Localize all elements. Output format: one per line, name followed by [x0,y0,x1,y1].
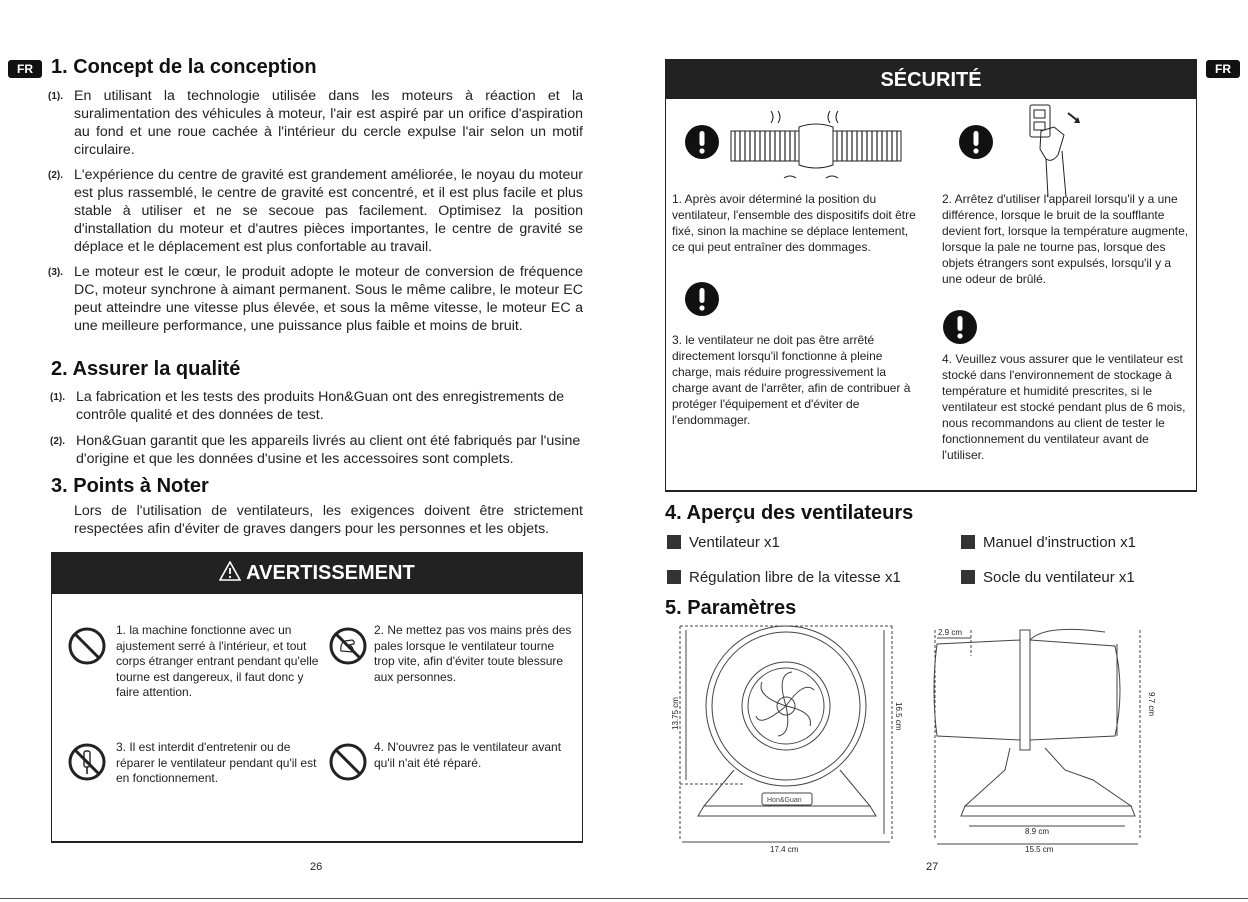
dimension-label: 17.4 cm [770,845,799,854]
dimension-label: 2.9 cm [938,628,963,637]
bullet-square-icon [961,570,975,584]
brand-label: Hon&Guan [767,797,802,804]
bullet-square-icon [667,570,681,584]
paragraph-text: Le moteur est le cœur, le produit adopte le moteur de conversion de fréquence DC, moteur synchrone à aimant permanent. Sous le même calibre, le moteur EC peut atteindre une vitesse plus élevée, et sous la même vitesse, le moteur EC a une meilleure performance, une puissance plus faible et moins de bruit. [74,264,583,334]
section-title-concept: 1. Concept de la conception [51,56,317,78]
paragraph [48,166,583,256]
warning-item: 1. la machine fonctionne avec un ajustement serré à l'intérieur, et tout corps étranger entrant pendant qu'elle tourne est dangereux, il faut donc y faire attention. [116,623,319,699]
warning-header [52,552,582,594]
duct-fan-illustration [726,103,906,193]
item-number: (2). [48,170,63,181]
section-title-notes: 3. Points à Noter [51,475,209,497]
paragraph-text: L'expérience du centre de gravité est grandement améliorée, le noyau du moteur est plus rassemblé, le centre de gravité est concentré, et il est plus facile et plus stable à utiliser et ne se secoue pas facilement. Optimisez la position d'installation du moteur et d'autres pièces importantes, le centre de gravité se déplace et le déplacement est plus confortable au travail. [74,167,583,255]
security-box [665,59,1197,492]
no-touch-icon [67,626,107,666]
no-repair-icon [67,742,107,782]
language-badge: FR [8,60,42,78]
dimension-label: 15.5 cm [1025,845,1054,854]
bullet-square-icon [961,535,975,549]
dimension-label: 9.7 cm [1147,692,1156,717]
warning-item: 4. N'ouvrez pas le ventilateur avant qu'il n'ait été réparé. [374,740,562,770]
fan-front-view-drawing [664,620,914,855]
paragraph [50,388,583,424]
warning-box [51,552,583,843]
paragraph-text: Hon&Guan garantit que les appareils livrés au client ont été fabriqués par l'usine d'origine et que les données d'usine et les accessoires sont complets. [76,433,581,467]
page-footer-rule [0,898,1248,899]
bullet-square-icon [667,535,681,549]
dimension-label: 8.9 cm [1025,827,1050,836]
exclamation-icon [958,124,994,160]
item-number: (1). [50,392,65,403]
exclamation-icon [942,309,978,345]
warning-triangle-icon [219,562,246,584]
item-number: (2). [50,436,65,447]
unplug-illustration [1016,103,1096,198]
section-title-overview: 4. Aperçu des ventilateurs [665,502,914,524]
section-title-parameters: 5. Paramètres [665,597,797,619]
security-item: 3. le ventilateur ne doit pas être arrêté directement lorsqu'il fonctionne à pleine charge, mais réduire progressivement la charge avant de l'arrêter, afin de contribuer à protéger l'équipement et d'éviter de l'endommager. [672,333,911,427]
contents-item: Ventilateur x1 [667,534,780,551]
contents-item: Régulation libre de la vitesse x1 [667,569,901,586]
security-item: 4. Veuillez vous assurer que le ventilateur est stocké dans l'environnement de stockage à température et humidité prescrites, si le ventilateur est stocké pendant plus de 6 mois, nous recommandons au client de tester le fonctionnement du ventilateur avant de l'utiliser. [942,352,1186,462]
exclamation-icon [684,281,720,317]
section-title-quality: 2. Assurer la qualité [51,358,241,380]
paragraph [48,263,583,335]
contents-item: Manuel d'instruction x1 [961,534,1136,551]
paragraph [50,432,583,468]
item-number: (1). [48,91,63,102]
paragraph [74,502,583,538]
page-number: 27 [926,861,939,873]
warning-item: 2. Ne mettez pas vos mains près des pales lorsque le ventilateur tourne trop vite, afin d'éviter toute blessure aux personnes. [374,623,572,684]
exclamation-icon [684,124,720,160]
paragraph-text: La fabrication et les tests des produits Hon&Guan ont des enregistrements de contrôle qualité et des données de test. [76,389,565,423]
page-number: 26 [310,861,323,873]
fan-side-view-drawing [925,620,1165,855]
no-hands-icon [328,626,368,666]
no-open-icon [328,742,368,782]
paragraph [48,87,583,159]
paragraph-text: Lors de l'utilisation de ventilateurs, les exigences doivent être strictement respectées afin d'éviter de graves dangers pour les personnes et les objets. [74,503,583,537]
warning-item: 3. Il est interdit d'entretenir ou de réparer le ventilateur pendant qu'il est en fonctionnement. [116,740,317,785]
security-header: SÉCURITÉ [666,59,1196,99]
warning-title: AVERTISSEMENT [246,562,415,584]
contents-item: Socle du ventilateur x1 [961,569,1135,586]
security-item: 1. Après avoir déterminé la position du ventilateur, l'ensemble des dispositifs doit être fixé, sinon la machine se déplace lentement, ce qui peut entraîner des dommages. [672,192,916,254]
dimension-label: 16.5 cm [894,702,903,731]
dimension-label: 13.75 cm [671,697,680,730]
security-item: 2. Arrêtez d'utiliser l'appareil lorsqu'il y a une différence, lorsque le bruit de la soufflante devient fort, lorsque la température augmente, lorsque la pale ne tourne pas, lorsque des objets étrangers sont expulsés, lorsqu'il y a une odeur de brûlé. [942,192,1189,286]
language-badge: FR [1206,60,1240,78]
paragraph-text: En utilisant la technologie utilisée dans les moteurs à réaction et la suralimentation des véhicules à moteur, l'air est aspiré par un orifice d'aspiration au fond et une roue cachée à l'intérieur du cercle expulse l'air selon un motif circulaire. [74,88,583,158]
item-number: (3). [48,267,63,278]
